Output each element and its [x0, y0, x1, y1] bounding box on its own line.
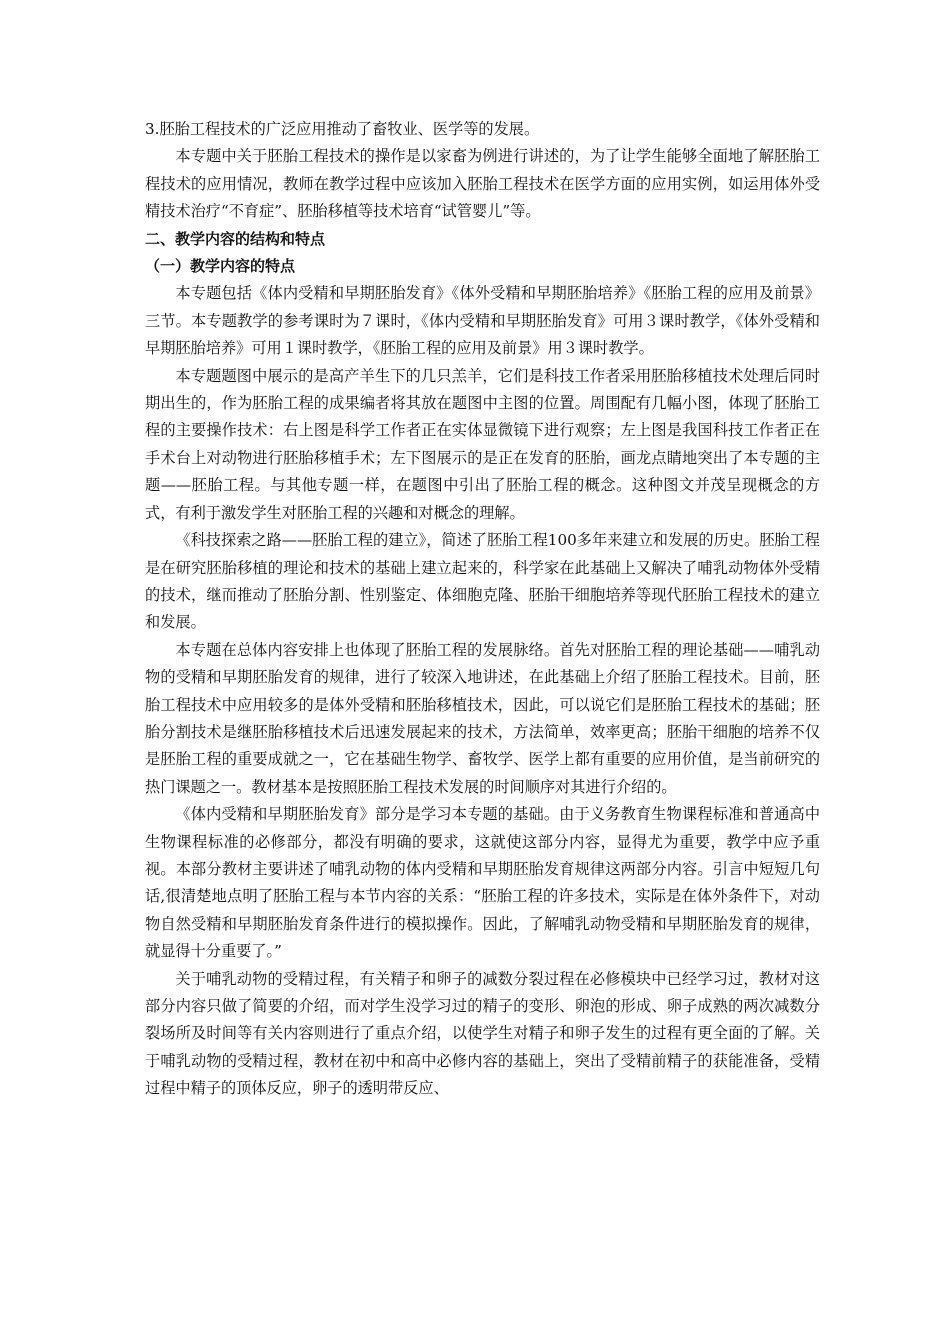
- paragraph-1: 3.胚胎工程技术的广泛应用推动了畜牧业、医学等的发展。: [145, 120, 540, 138]
- paragraph-8: 关于哺乳动物的受精过程，有关精子和卵子的减数分裂过程在必修模块中已经学习过，教材对这部分内容只做了简要的介绍，而对学生没学习过的精子的变形、卵泡的形成、卵子成熟的两次减数分裂场所及时间等有关内容则进行了重点介绍，以使学生对精子和卵子发生的过程有更全面的了解。关于哺乳动物的受精过程，教材在初中和高中必修内容的基础上，突出了受精前精子的获能准备，受精过程中精子的顶体反应，卵子的透明带反应、: [145, 969, 820, 1098]
- paragraph-5: 《科技探索之路——胚胎工程的建立》，简述了胚胎工程100多年来建立和发展的历史。胚胎工程是在研究胚胎移植的理论和技术的基础上建立起来的，科学家在此基础上又解决了哺乳动物体外受精的技术，继而推动了胚胎分割、性别鉴定、体细胞克隆、胚胎干细胞培养等现代胚胎工程技术的建立和发展。: [145, 531, 820, 632]
- paragraph-3: 本专题包括《体内受精和早期胚胎发育》《体外受精和早期胚胎培养》《胚胎工程的应用及前景》三节。本专题教学的参考课时为７课时，《体内受精和早期胚胎发育》可用３课时教学，《体外受精和早期胚胎培养》可用１课时教学，《胚胎工程的应用及前景》用３课时教学。: [145, 284, 820, 358]
- paragraph-7: 《体内受精和早期胚胎发育》部分是学习本专题的基础。由于义务教育生物课程标准和普通高中生物课程标准的必修部分，都没有明确的要求，这就使这部分内容，显得尤为重要，教学中应予重视。本部分教材主要讲述了哺乳动物的体内受精和早期胚胎发育规律这两部分内容。引言中短短几句话,很清楚地点明了胚胎工程与本节内容的关系：“胚胎工程的许多技术，实际是在体外条件下，对动物自然受精和早期胚胎发育条件进行的模拟操作。因此，了解哺乳动物受精和早期胚胎发育的规律，就显得十分重要了。”: [145, 805, 820, 961]
- paragraph-6: 本专题在总体内容安排上也体现了胚胎工程的发展脉络。首先对胚胎工程的理论基础——哺乳动物的受精和早期胚胎发育的规律，进行了较深入地讲述，在此基础上介绍了胚胎工程技术。目前，胚胎工程技术中应用较多的是体外受精和胚胎移植技术，因此，可以说它们是胚胎工程技术的基础；胚胎分割技术是继胚胎移植技术后迅速发展起来的技术，方法简单，效率更高；胚胎干细胞的培养不仅是胚胎工程的重要成就之一，它在基础生物学、畜牧学、医学上都有重要的应用价值，是当前研究的热门课题之一。教材基本是按照胚胎工程技术发展的时间顺序对其进行介绍的。: [145, 640, 820, 796]
- paragraph-4: 本专题题图中展示的是高产羊生下的几只羔羊，它们是科技工作者采用胚胎移植技术处理后同时期出生的，作为胚胎工程的成果编者将其放在题图中主图的位置。周围配有几幅小图，体现了胚胎工程的主要操作技术：右上图是科学工作者正在实体显微镜下进行观察；左上图是我国科技工作者正在手术台上对动物进行胚胎移植手术；左下图展示的是正在发育的胚胎，画龙点睛地突出了本专题的主题——胚胎工程。与其他专题一样，在题图中引出了胚胎工程的概念。这种图文并茂呈现概念的方式，有利于激发学生对胚胎工程的兴趣和对概念的理解。: [145, 366, 820, 522]
- section-heading-2: 二、教学内容的结构和特点: [145, 229, 326, 248]
- document-page: [145, 116, 820, 1103]
- subsection-heading-2-1: （一）教学内容的特点: [145, 257, 296, 276]
- paragraph-2: 本专题中关于胚胎工程技术的操作是以家畜为例进行讲述的，为了让学生能够全面地了解胚胎工程技术的应用情况，教师在教学过程中应该加入胚胎工程技术在医学方面的应用实例，如运用体外受精技术治疗“不育症”、胚胎移植等技术培育“试管婴儿”等。: [145, 147, 820, 221]
